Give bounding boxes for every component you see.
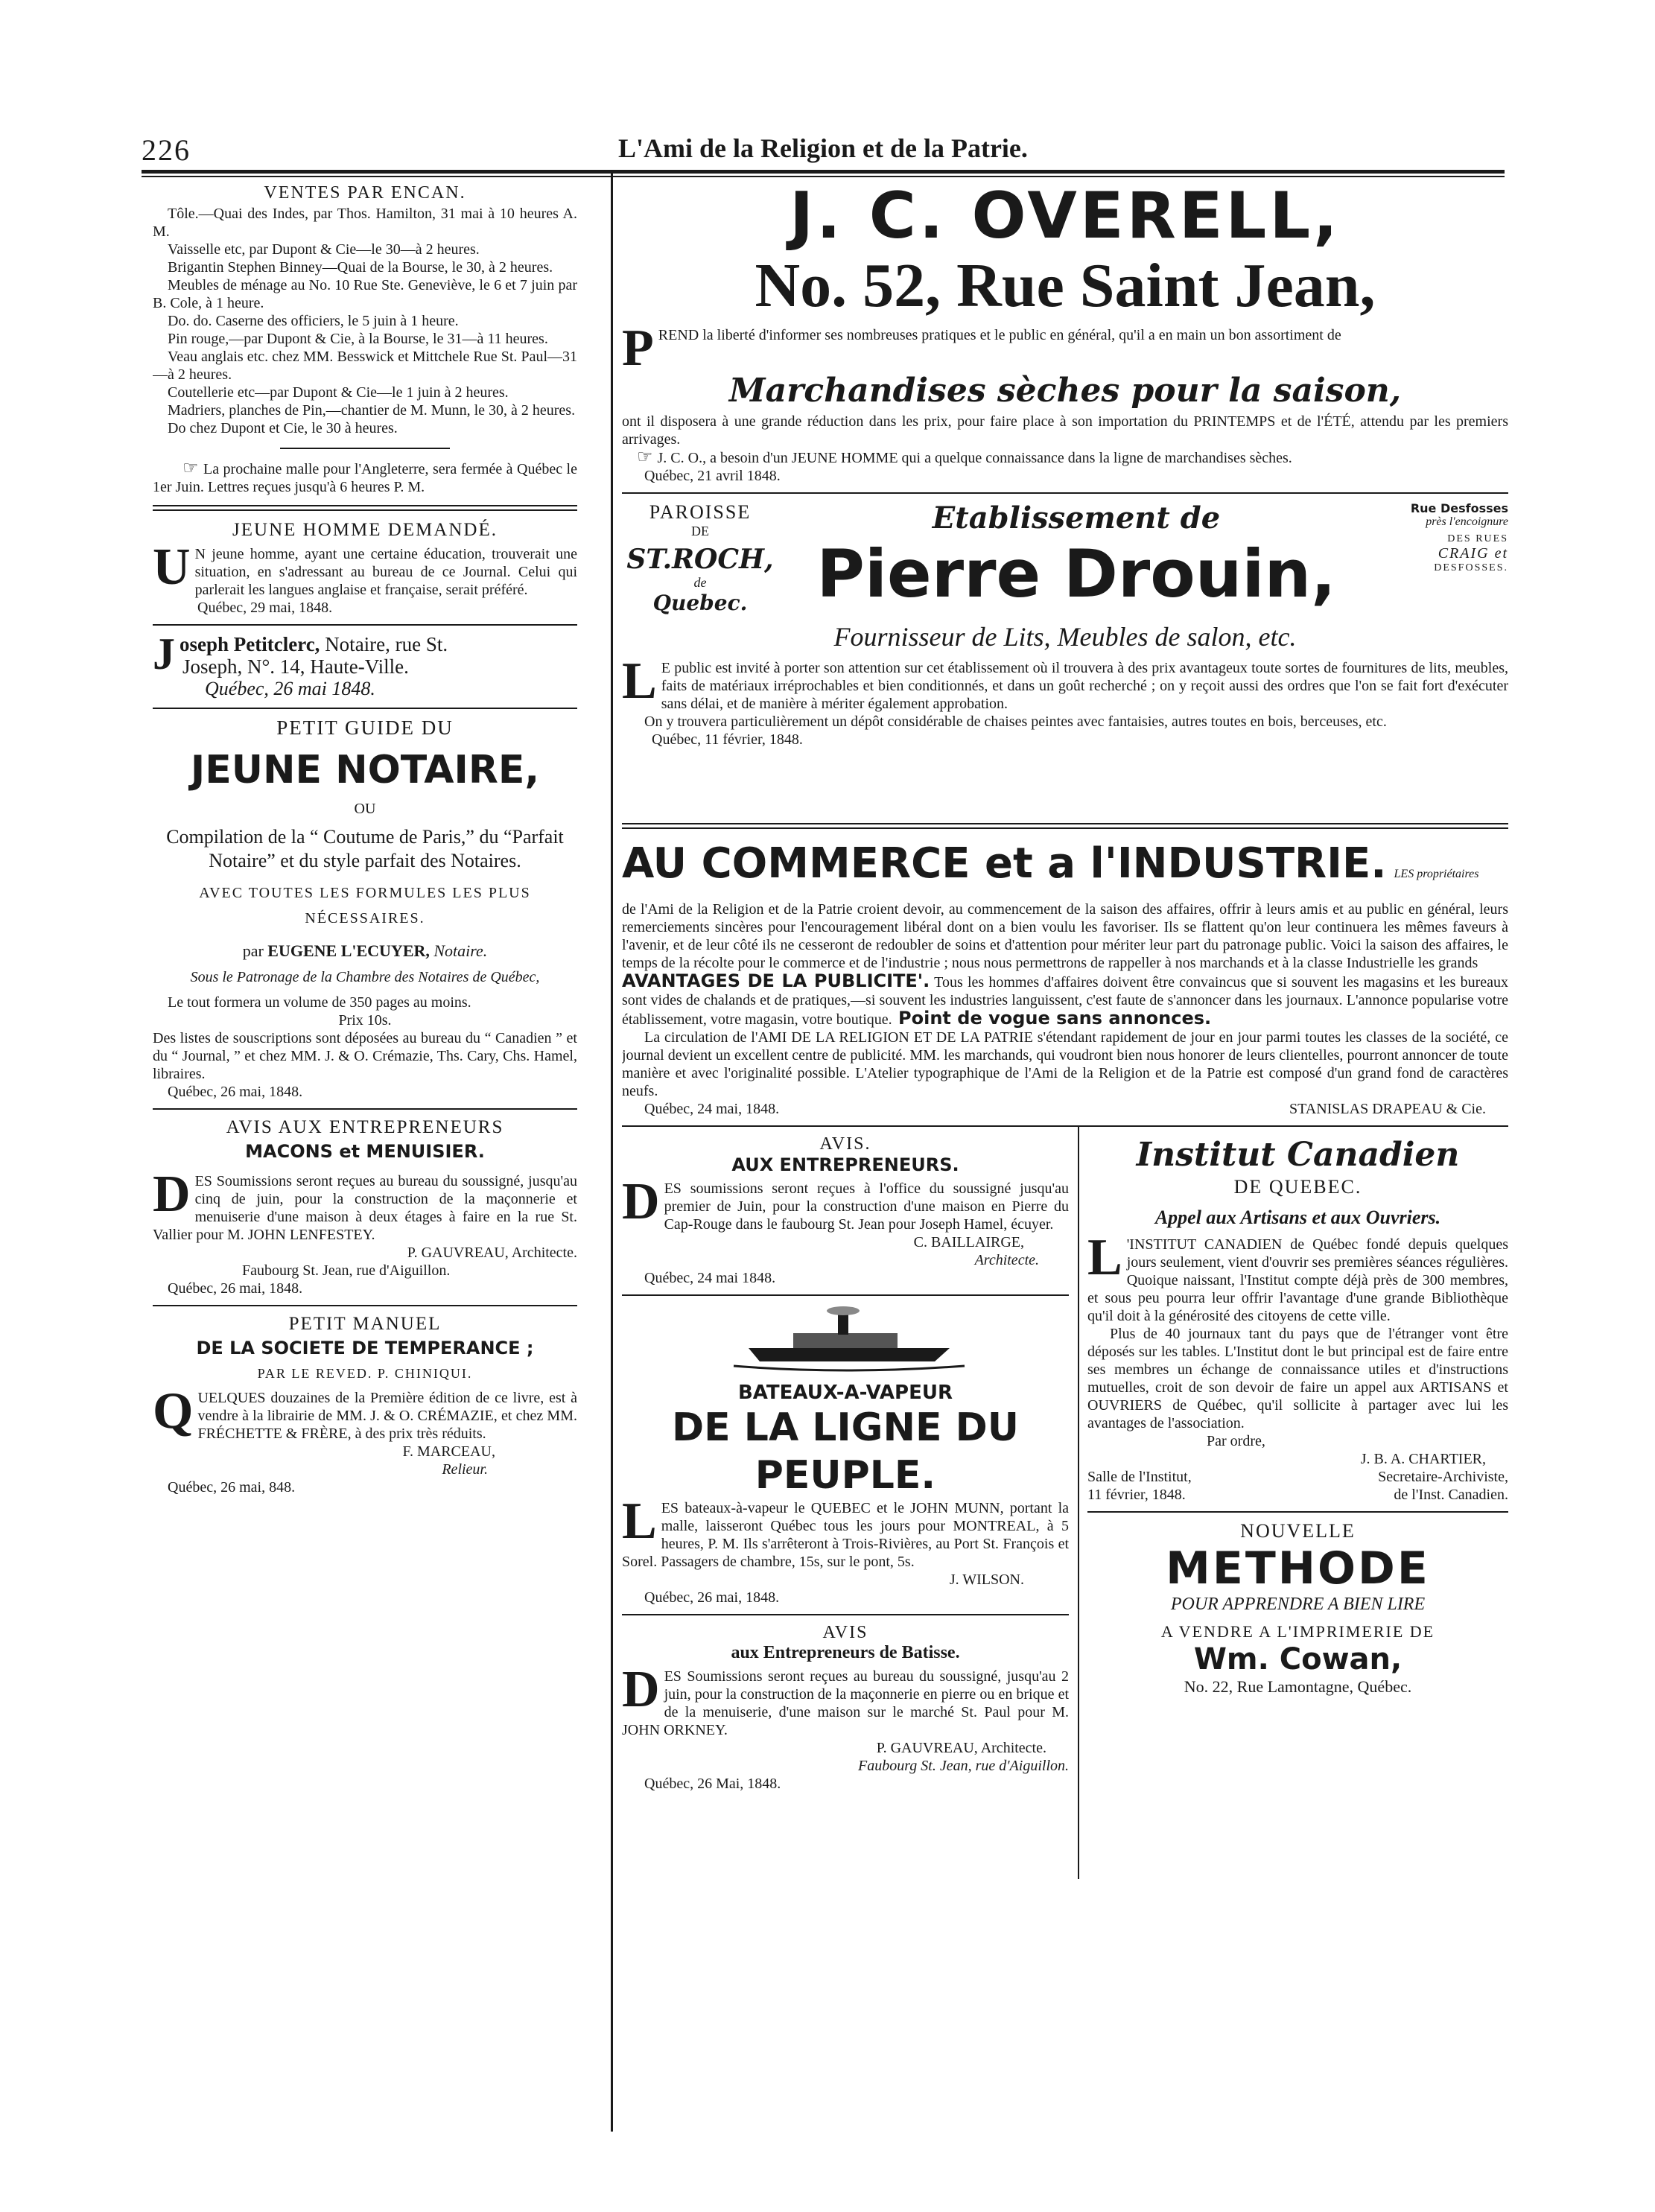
- drouin-body1: [622, 652, 1508, 713]
- vente-item: Tôle.—Quai des Indes, par Thos. Hamilton, 31 mai à 10 heures A. M.: [153, 206, 577, 240]
- drouin-body2: On y trouvera particulièrement un dépôt considérable de chaises peintes avec fantaisies, autres toutes en bois, berceuses, etc.: [644, 714, 1387, 730]
- institut-ins: de l'Inst. Canadien.: [1394, 1487, 1508, 1503]
- ventes-list: [153, 205, 577, 437]
- divider: [153, 505, 577, 511]
- bateaux-title: BATEAUX-A-VAPEUR: [737, 1382, 953, 1404]
- entre-sign: C. BAILLAIRGE,: [913, 1234, 1024, 1250]
- guide-section: [153, 716, 577, 1101]
- methode-nouvelle: NOUVELLE: [1240, 1520, 1356, 1542]
- overell-body3: [622, 448, 1508, 467]
- guide-compilation: Compilation de la “ Coutume de Paris,” du “Parfait Notaire” et du style parfait des Notaires.: [166, 826, 564, 871]
- drouin-de: DE: [691, 524, 709, 538]
- institut-datel: 11 février, 1848.: [1087, 1487, 1186, 1503]
- lower-right-col-a: [622, 1134, 1069, 1793]
- page-number: 226: [142, 133, 191, 167]
- batisse-date: Québec, 26 Mai, 1848.: [644, 1776, 781, 1792]
- pointing-hand-icon: ☞: [637, 448, 658, 467]
- drouin-name: Pierre Drouin,: [816, 535, 1336, 612]
- commerce-title: AU COMMERCE et a l'INDUSTRIE.: [622, 839, 1387, 888]
- entre-date: Québec, 24 mai 1848.: [644, 1270, 776, 1286]
- bateaux-body: [622, 1493, 1069, 1571]
- dropcap: D: [153, 1166, 191, 1223]
- dropcap: D: [622, 1661, 660, 1718]
- jeune-homme-date: Québec, 29 mai, 1848.: [197, 600, 333, 616]
- guide-date: Québec, 26 mai, 1848.: [168, 1084, 303, 1100]
- petitclerc-date: Québec, 26 mai 1848.: [205, 678, 375, 699]
- guide-author-pre: par: [242, 941, 268, 960]
- macons-sign: P. GAUVREAU, Architecte.: [407, 1245, 577, 1261]
- institut-sec: Secretaire-Archiviste,: [1378, 1469, 1508, 1485]
- methode-big: METHODE: [1166, 1542, 1430, 1595]
- jeune-homme-text: N jeune homme, ayant une certaine éducation, trouverait une situation, en s'adressant au bureau de ce Journal. Celui qui parlerait les langues anglaise et française, serait préféré.: [194, 546, 577, 598]
- vente-item: Vaisselle etc, par Dupont & Cie—le 30—à 2 heures.: [168, 241, 480, 258]
- drouin-quebec: Quebec.: [652, 591, 748, 615]
- batisse-sub: aux Entrepreneurs de Batisse.: [731, 1643, 960, 1662]
- column-divider: [611, 173, 613, 2132]
- page-header: [142, 125, 1505, 170]
- divider: [280, 448, 450, 449]
- ventes-section: [153, 183, 577, 496]
- jeune-homme-body: [153, 538, 577, 599]
- batisse-ad: [622, 1623, 1069, 1793]
- lower-right: [622, 1134, 1508, 1879]
- methode-pour: POUR APPRENDRE A BIEN LIRE: [1170, 1595, 1426, 1614]
- manuel-body: [153, 1382, 577, 1443]
- lower-right-col-b: [1087, 1134, 1508, 1697]
- drouin-corner3: DES RUES: [1447, 533, 1508, 544]
- batisse-sign: P. GAUVREAU, Architecte.: [876, 1740, 1046, 1756]
- drouin-corner: [1367, 501, 1508, 574]
- overell-name: J. C. OVERELL,: [790, 180, 1341, 253]
- methode-vendre: A VENDRE A L'IMPRIMERIE DE: [1160, 1622, 1435, 1641]
- methode-ad: [1087, 1520, 1508, 1697]
- macons-date: Québec, 26 mai, 1848.: [168, 1280, 303, 1297]
- institut-title: Institut Canadien: [1136, 1136, 1460, 1174]
- divider: [153, 708, 577, 709]
- commerce-date: Québec, 24 mai, 1848.: [644, 1101, 780, 1117]
- petitclerc-line2: Joseph, N°. 14, Haute-Ville.: [182, 655, 409, 678]
- overell-text3: J. C. O., a besoin d'un JEUNE HOMME qui a quelque connaissance dans la ligne de marchandises sèches.: [657, 450, 1292, 466]
- drouin-text1: E public est invité à porter son attention sur cet établissement où il trouvera à des prix avantageux toute sortes de fournitures de lits, meubles, faits de matériaux irréprochables et bien conditionnés, et dans un goût recherché ; on y reçoit aussi des ordres que l'on se fait fort d'exécuter sans délai, et de manière à mériter également approbation.: [661, 660, 1508, 712]
- commerce-vogue: Point de vogue sans annonces.: [892, 1008, 1212, 1029]
- institut-body2: Plus de 40 journaux tant du pays que de l'étranger vont être déposés sur les tables. L'Institut dont le but principal est de faire entre ses membres un échange de connaissance utiles et d'instructions mutuelles, croit de son devoir de faire un appel aux ARTISANS et OUVRIERS de Québec, qu'il sollicite à partager avec lui les avantages de l'association.: [1087, 1326, 1508, 1431]
- institut-salle: Salle de l'Institut,: [1087, 1469, 1192, 1485]
- left-column: [153, 180, 577, 2139]
- vente-item: Madriers, planches de Pin,—chantier de M. Munn, le 30, à 2 heures.: [168, 402, 576, 419]
- drouin-etab: Etablissement de: [932, 500, 1221, 535]
- commerce-body2: [622, 972, 1508, 1029]
- methode-name: Wm. Cowan,: [1193, 1642, 1403, 1677]
- guide-ou: OU: [354, 801, 376, 817]
- petitclerc-name: oseph Petitclerc,: [180, 633, 320, 655]
- jeune-homme-title: JEUNE HOMME DEMANDÉ.: [232, 520, 498, 540]
- overell-gothic: Marchandises sèches pour la saison,: [728, 372, 1402, 410]
- right-column: [622, 180, 1508, 2146]
- guide-listes: Des listes de souscriptions sont déposées au bureau du “ Canadien ” et du “ Journal, ” et chez MM. J. & O. Crémazie, Ths. Cary, Chs. Hamel, libraires.: [153, 1030, 577, 1082]
- entrepreneurs-ad: [622, 1134, 1069, 1287]
- dropcap: L: [1087, 1229, 1122, 1286]
- divider: [153, 624, 577, 626]
- institut-appel: Appel aux Artisans et aux Ouvriers.: [1154, 1207, 1441, 1228]
- drouin-corner1: Rue Desfosses: [1410, 501, 1508, 515]
- bateaux-text: ES bateaux-à-vapeur le QUEBEC et le JOHN MUNN, portant la malle, laisseront Québec tous les jours pour MONTREAL, à 5 heures, P. M. Ils s'arrêteront à Trois-Rivières, au Port St. François et Sorel. Passagers de chambre, 15s, sur le pont, 5s.: [622, 1500, 1069, 1570]
- vente-item: Meubles de ménage au No. 10 Rue Ste. Geneviève, le 6 et 7 juin par B. Cole, à 1 heure.: [153, 277, 577, 311]
- dropcap: Q: [153, 1382, 194, 1440]
- macons-addr: Faubourg St. Jean, rue d'Aiguillon.: [242, 1262, 451, 1279]
- malle-notice-text: La prochaine malle pour l'Angleterre, sera fermée à Québec le 1er Juin. Lettres reçues jusqu'à 6 heures P. M.: [153, 461, 577, 495]
- guide-prix: Prix 10s.: [338, 1012, 392, 1029]
- vente-item: Pin rouge,—par Dupont & Cie, à la Bourse, le 31—à 11 heures.: [168, 331, 548, 347]
- malle-notice: [153, 460, 577, 496]
- commerce-text2: Tous les hommes d'affaires doivent être convaincus que si souvent les magasins et les bureaux sont vides de chalands et de pratiques,—si souvent les industries languissent, c'est faute de s'annoncer dans les journaux. L'annonce popularise votre établissement, votre magasin, votre boutique.: [622, 974, 1508, 1028]
- drouin-de2: de: [693, 575, 707, 590]
- divider: [1087, 1511, 1508, 1513]
- manuel-title: PETIT MANUEL: [288, 1314, 442, 1334]
- divider: [153, 1305, 577, 1306]
- overell-ad: [622, 180, 1508, 485]
- commerce-body1: de l'Ami de la Religion et de la Patrie croient devoir, au commencement de la saison des affaires, offrir à leurs amis et au public en général, leurs remerciements sincères pour l'encouragement libéral dont on a bien voulu les favoriser. Ils se flattent qu'on leur continuera les mêmes faveurs à l'avenir, et de leur côté ils ne cesseront de redoubler de soins et d'attention pour mériter leur part du patronage public. Voici la saison des affaires, le temps de la récolte pour le commerce et de l'industrie ; nous nous permettrons de rappeller à nos marchands et à la classe Industrielle les grands: [622, 901, 1508, 971]
- commerce-heading: [622, 838, 1508, 900]
- dropcap: P: [622, 320, 654, 377]
- commerce-ad: [622, 838, 1508, 1118]
- vente-item: Do chez Dupont et Cie, le 30 à heures.: [168, 420, 398, 436]
- commerce-sign: STANISLAS DRAPEAU & Cie.: [1289, 1101, 1486, 1117]
- ventes-title: VENTES PAR ENCAN.: [264, 183, 466, 203]
- steamboat-icon: [622, 1303, 1069, 1378]
- institut-footer-left: [1087, 1468, 1192, 1504]
- vente-item: Do. do. Caserne des officiers, le 5 juin à 1 heure.: [168, 313, 459, 329]
- commerce-body3: La circulation de l'AMI DE LA RELIGION ET DE LA PATRIE s'étendant rapidement de jour en jour parmi toutes les classes de la société, ce journal devient un excellent centre de publicité. MM. les marchands, qui voudront bien nous honorer de leurs clientelles, pourront annoncer de toute manière et avec l'originalité possible. L'Atelier typographique de l'Ami de la Religion et de la Patrie est composé d'un grand fond de caractères neufs.: [622, 1029, 1508, 1099]
- overell-body1: [622, 320, 1508, 377]
- dropcap: J: [153, 629, 175, 678]
- petitclerc-rest: Notaire, rue St.: [320, 633, 448, 655]
- entre-body: [622, 1173, 1069, 1233]
- drouin-parish: [622, 501, 778, 615]
- guide-volume: Le tout formera un volume de 350 pages au moins.: [168, 994, 471, 1011]
- dropcap: U: [153, 538, 191, 596]
- manuel-sub: DE LA SOCIETE DE TEMPERANCE ;: [196, 1338, 534, 1358]
- vente-item: Coutellerie etc—par Dupont & Cie—le 1 juin à 2 heures.: [168, 384, 509, 401]
- bateaux-big: DE LA LIGNE DU PEUPLE.: [672, 1405, 1019, 1498]
- vente-item: Brigantin Stephen Binney—Quai de la Bourse, le 30, à 2 heures.: [168, 259, 553, 276]
- drouin-date: Québec, 11 février, 1848.: [652, 731, 803, 748]
- divider: [622, 1125, 1508, 1127]
- overell-address: No. 52, Rue Saint Jean,: [755, 251, 1376, 320]
- institut-footer-right: [1378, 1468, 1508, 1504]
- macons-title: AVIS AUX ENTREPRENEURS: [226, 1117, 504, 1137]
- dropcap: L: [622, 1493, 657, 1550]
- jeune-homme-section: [153, 520, 577, 617]
- macons-sub: MACONS et MENUISIER.: [245, 1141, 485, 1162]
- dropcap: L: [622, 652, 657, 710]
- divider: [622, 1294, 1069, 1296]
- batisse-text: ES Soumissions seront reçues au bureau du soussigné, jusqu'au 2 juin, pour la construction de la maçonnerie en pierre ou en brique et de la menuiserie, d'une maison sur le marché St. Paul pour M. JOHN ORKNEY.: [622, 1668, 1069, 1738]
- divider: [622, 1614, 1069, 1615]
- petitclerc-section: [153, 629, 577, 700]
- batisse-addr: Faubourg St. Jean, rue d'Aiguillon.: [858, 1758, 1069, 1774]
- guide-big-title: JEUNE NOTAIRE,: [190, 748, 540, 792]
- dropcap: D: [622, 1173, 660, 1230]
- drouin-corner4: CRAIG et: [1438, 545, 1508, 562]
- overell-date: Québec, 21 avril 1848.: [644, 468, 781, 484]
- entre-role: Architecte.: [974, 1252, 1039, 1268]
- overell-body2: ont il disposera à une grande réduction dans les prix, pour faire place à son importation du PRINTEMPS et de l'ÉTÉ, attendu par les premiers arrivages.: [622, 413, 1508, 448]
- manuel-sign: F. MARCEAU,: [402, 1443, 495, 1460]
- entre-title: AVIS.: [819, 1134, 871, 1154]
- institut-sub: DE QUEBEC.: [1233, 1176, 1362, 1198]
- institut-ordre: Par ordre,: [1207, 1433, 1265, 1449]
- guide-author-post: Notaire.: [429, 941, 488, 960]
- institut-footer: [1087, 1468, 1508, 1504]
- pointing-hand-icon: ☞: [182, 459, 203, 478]
- header-rule: [142, 170, 1505, 174]
- divider: [622, 492, 1508, 494]
- commerce-aside: LES propriétaires: [1394, 868, 1479, 880]
- manuel-text: UELQUES douzaines de la Première édition de ce livre, est à vendre à la librairie de MM. J. & O. CRÉMAZIE, et chez MM. FRÉCHETTE & FRÈRE, à des prix très réduits.: [197, 1390, 577, 1442]
- sub-column-divider: [1078, 1127, 1079, 1879]
- batisse-title: AVIS: [822, 1623, 868, 1642]
- institut-body: [1087, 1229, 1508, 1325]
- entre-sub: AUX ENTREPRENEURS.: [731, 1154, 959, 1175]
- guide-formules: AVEC TOUTES LES FORMULES LES PLUS NÉCESSAIRES.: [199, 885, 531, 927]
- drouin-corner2: près l'encoignure: [1426, 515, 1508, 528]
- institut-ad: [1087, 1134, 1508, 1504]
- divider: [153, 1108, 577, 1110]
- manuel-section: [153, 1314, 577, 1496]
- bateaux-sign: J. WILSON.: [949, 1571, 1024, 1588]
- macons-text: ES Soumissions seront reçues au bureau du soussigné, jusqu'au cinq de juin, pour la construction de la maçonnerie et menuiserie d'une maison à deux étages à faire en la rue St. Vallier pour M. JOHN LENFESTEY.: [153, 1173, 577, 1243]
- drouin-fournisseur: Fournisseur de Lits, Meubles de salon, etc.: [833, 622, 1297, 652]
- manuel-role: Relieur.: [442, 1461, 488, 1478]
- commerce-footer: [622, 1100, 1508, 1118]
- drouin-corner5: DESFOSSES.: [1434, 562, 1508, 573]
- guide-patronage: Sous le Patronage de la Chambre des Notaires de Québec,: [190, 969, 540, 985]
- macons-section: [153, 1117, 577, 1297]
- drouin-ad: [622, 501, 1508, 814]
- drouin-paroisse: PAROISSE: [649, 501, 752, 523]
- guide-author-line: [153, 941, 577, 961]
- guide-title: PETIT GUIDE DU: [276, 716, 454, 739]
- institut-sign: J. B. A. CHARTIER,: [1360, 1451, 1486, 1467]
- batisse-body: [622, 1661, 1069, 1739]
- bateaux-ad: [622, 1303, 1069, 1606]
- running-title: L'Ami de la Religion et de la Patrie.: [618, 133, 1028, 163]
- macons-body: [153, 1166, 577, 1244]
- drouin-stroch: ST.ROCH,: [626, 544, 774, 575]
- manuel-by: PAR LE REVED. P. CHINIQUI.: [257, 1366, 473, 1381]
- guide-author: EUGENE L'ECUYER,: [267, 941, 430, 960]
- bateaux-date: Québec, 26 mai, 1848.: [644, 1589, 780, 1606]
- vente-item: Veau anglais etc. chez MM. Besswick et Mittchele Rue St. Paul—31—à 2 heures.: [153, 349, 577, 383]
- divider: [622, 823, 1508, 829]
- commerce-avantages: AVANTAGES DE LA PUBLICITE'.: [622, 970, 930, 991]
- manuel-date: Québec, 26 mai, 848.: [168, 1479, 296, 1496]
- overell-text1: REND la liberté d'informer ses nombreuses pratiques et le public en général, qu'il a en main un bon assortiment de: [658, 327, 1341, 343]
- entre-text: ES soumissions seront reçues à l'office du soussigné jusqu'au premier de Juin, pour la construction d'une maison en Pierre du Cap-Rouge dans le faubourg St. Jean pour Joseph Hamel, écuyer.: [664, 1180, 1069, 1233]
- drouin-body: [622, 620, 1508, 749]
- header-rule-thin: [142, 176, 1505, 177]
- methode-addr: No. 22, Rue Lamontagne, Québec.: [1184, 1677, 1412, 1696]
- drouin-center: [786, 501, 1367, 613]
- institut-text: 'INSTITUT CANADIEN de Québec fondé depuis quelques jours seulement, vient d'ouvrir ses premières séances régulières. Quoique naissant, l'Institut compte déjà près de 300 membres, et sous peu pourra leur offrir l'avantage d'une grande Bibliothèque qu'il doit à la générosité des citoyens de cette ville.: [1087, 1236, 1508, 1324]
